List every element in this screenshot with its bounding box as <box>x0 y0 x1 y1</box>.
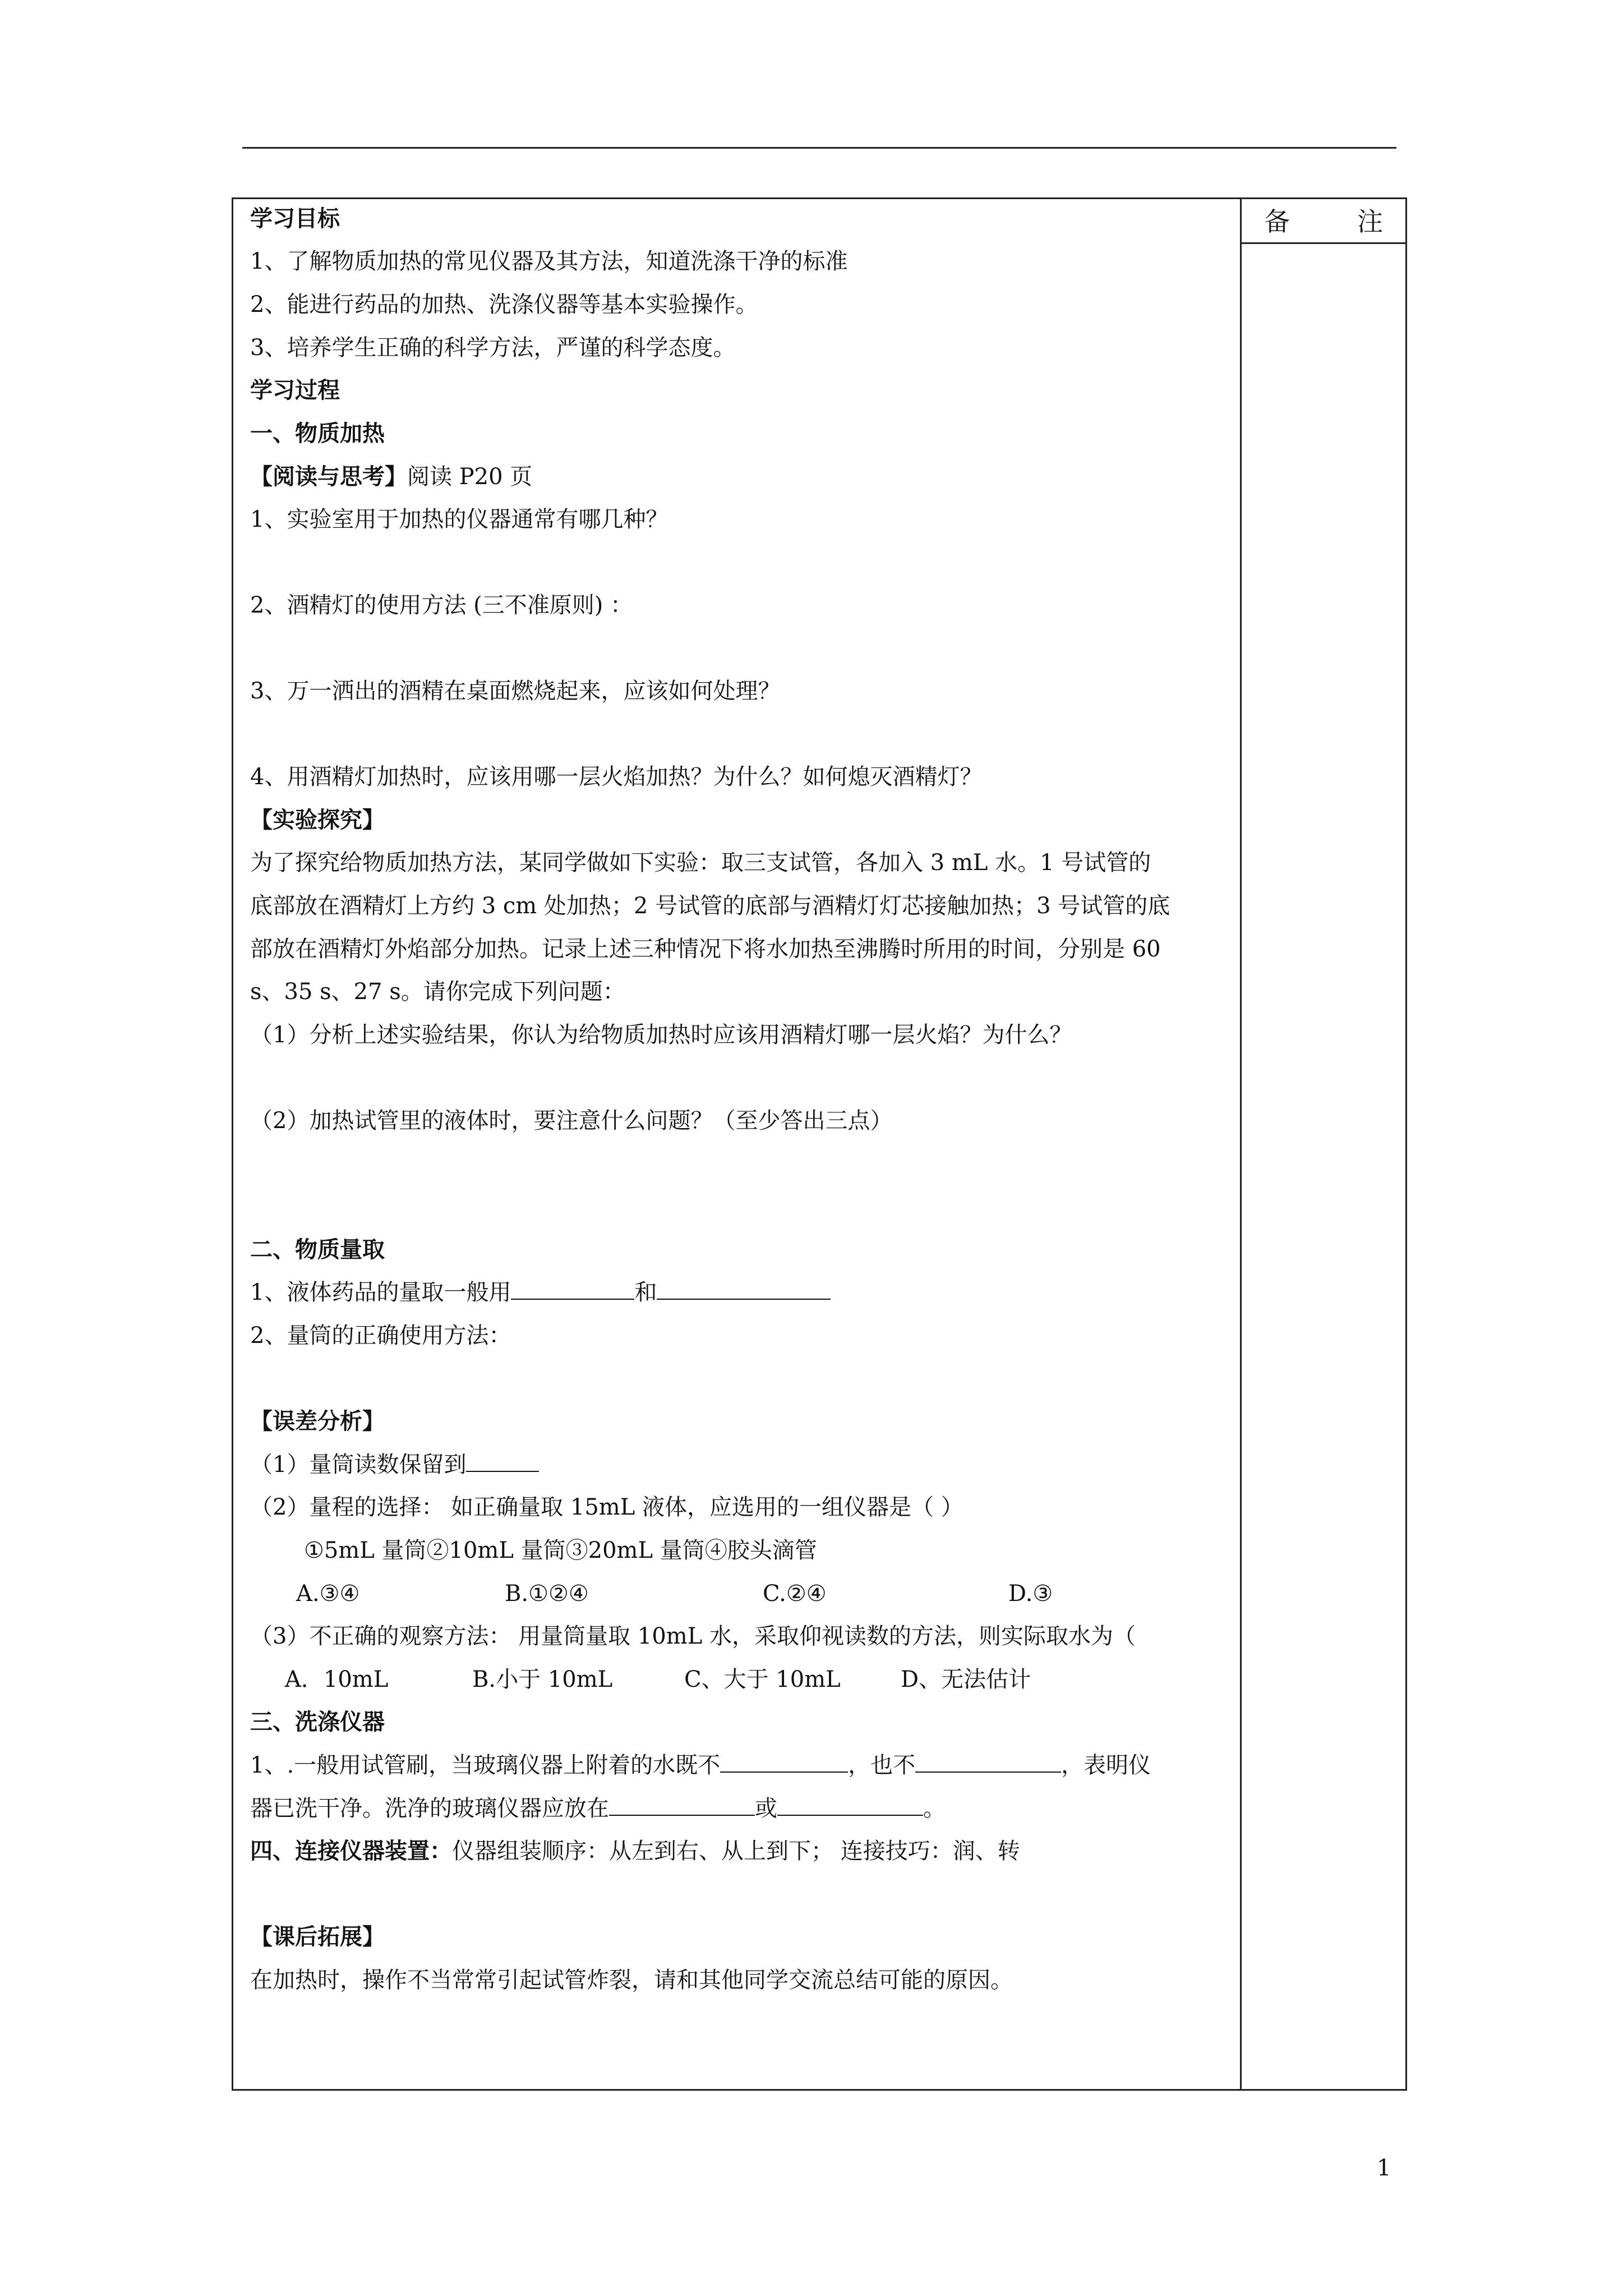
notes-header-right: 注 <box>1357 206 1383 237</box>
read-think-text: 阅读 P20 页 <box>407 464 533 490</box>
extension-text: 在加热时，操作不当常常引起试管炸裂，请和其他同学交流总结可能的原因。 <box>250 1967 1013 1993</box>
goals-title: 学习目标 <box>250 205 340 232</box>
header-rule <box>242 147 1396 149</box>
question-1: 1、实验室用于加热的仪器通常有哪几种？ <box>250 507 668 532</box>
error-item-3: （3）不正确的观察方法： 用量筒量取 10mL 水，采取仰视读数的方法，则实际取水为（ <box>250 1623 1136 1649</box>
section4-line <box>250 1835 1020 1867</box>
choice-option: A．10mL <box>285 1667 389 1692</box>
section3-title: 三、洗涤仪器 <box>250 1709 385 1735</box>
experiment-tag: 【实验探究】 <box>250 807 385 833</box>
answer-blank[interactable] <box>720 1750 848 1773</box>
notes-header-divider <box>1240 242 1407 244</box>
goal-item: 1、了解物质加热的常见仪器及其方法，知道洗涤干净的标准 <box>250 249 848 274</box>
read-think-line <box>250 461 532 493</box>
wash-line-1-tail: ，表明仪 <box>1061 1752 1151 1778</box>
choice-option: A.③④ <box>296 1581 360 1607</box>
section1-title: 一、物质加热 <box>250 420 385 447</box>
error-analysis-tag: 【误差分析】 <box>250 1408 385 1434</box>
extension-tag: 【课后拓展】 <box>250 1924 385 1950</box>
wash-line-1 <box>250 1750 1151 1781</box>
answer-blank[interactable] <box>609 1793 755 1816</box>
error-item-1-text: （1）量筒读数保留到 <box>250 1452 467 1478</box>
measure-question-1-connector: 和 <box>634 1280 657 1305</box>
wash-line-1-connector: ，也不 <box>848 1752 916 1778</box>
experiment-paragraph-line: 底部放在酒精灯上方约 3 cm 处加热；2 号试管的底部与酒精灯灯芯接触加热；3 号试管的底 <box>250 893 1170 919</box>
experiment-paragraph-line: 部放在酒精灯外焰部分加热。记录上述三种情况下将水加热至沸腾时所用的时间，分别是 60 <box>250 936 1161 962</box>
measure-question-1-text: 1、液体药品的量取一般用 <box>250 1280 511 1305</box>
notes-header <box>1242 197 1405 242</box>
error-item-2: （2）量程的选择： 如正确量取 15mL 液体，应选用的一组仪器是（ ） <box>250 1494 963 1520</box>
page-number: 1 <box>1377 2155 1391 2181</box>
wash-line-2-text: 器已洗干净。洗净的玻璃仪器应放在 <box>250 1796 609 1821</box>
choice-option: C.②④ <box>763 1581 827 1607</box>
read-think-tag: 【阅读与思考】 <box>250 463 407 490</box>
process-title: 学习过程 <box>250 377 340 403</box>
choice-option: D、无法估计 <box>901 1667 1031 1692</box>
experiment-paragraph-line: s、35 s、27 s。请你完成下列问题： <box>250 979 625 1005</box>
answer-blank[interactable] <box>915 1750 1061 1773</box>
experiment-sub-question-1: （1）分析上述实验结果，你认为给物质加热时应该用酒精灯哪一层火焰？为什么？ <box>250 1022 1072 1048</box>
section4-text: 仪器组装顺序：从左到右、从上到下； 连接技巧：润、转 <box>452 1838 1020 1864</box>
wash-line-2-connector: 或 <box>755 1796 777 1821</box>
answer-blank[interactable] <box>777 1793 923 1816</box>
experiment-sub-question-2: （2）加热试管里的液体时，要注意什么问题？（至少答出三点） <box>250 1108 893 1134</box>
measure-question-2: 2、量筒的正确使用方法： <box>250 1323 511 1349</box>
choice-option: B.①②④ <box>505 1581 589 1607</box>
goal-item: 2、能进行药品的加热、洗涤仪器等基本实验操作。 <box>250 292 758 318</box>
goal-item: 3、培养学生正确的科学方法，严谨的科学态度。 <box>250 335 736 361</box>
wash-line-1-text: 1、.一般用试管刷，当玻璃仪器上附着的水既不 <box>250 1752 721 1778</box>
question-3: 3、万一洒出的酒精在桌面燃烧起来，应该如何处理？ <box>250 678 781 704</box>
experiment-paragraph-line: 为了探究给物质加热方法，某同学做如下实验：取三支试管，各加入 3 mL 水。1 号试管的 <box>250 850 1151 876</box>
measure-question-1 <box>250 1277 831 1308</box>
answer-blank[interactable] <box>657 1277 831 1300</box>
section4-title: 四、连接仪器装置： <box>250 1838 452 1864</box>
error-item-2-options-list: ①5mL 量筒②10mL 量筒③20mL 量筒④胶头滴管 <box>304 1538 817 1563</box>
section2-title: 二、物质量取 <box>250 1236 385 1263</box>
choice-option: C、大于 10mL <box>684 1667 841 1692</box>
error-item-1 <box>250 1449 539 1480</box>
notes-header-left: 备 <box>1264 206 1290 237</box>
choice-option: D.③ <box>1008 1581 1053 1607</box>
choice-option: B.小于 10mL <box>472 1667 613 1692</box>
question-2: 2、酒精灯的使用方法 (三不准原则) ： <box>250 592 633 618</box>
wash-line-2-tail: 。 <box>923 1796 946 1821</box>
question-4: 4、用酒精灯加热时，应该用哪一层火焰加热？为什么？如何熄灭酒精灯？ <box>250 764 983 790</box>
wash-line-2 <box>250 1793 946 1824</box>
answer-blank[interactable] <box>466 1450 539 1472</box>
notes-column-divider <box>1240 197 1242 2091</box>
answer-blank[interactable] <box>511 1277 634 1300</box>
